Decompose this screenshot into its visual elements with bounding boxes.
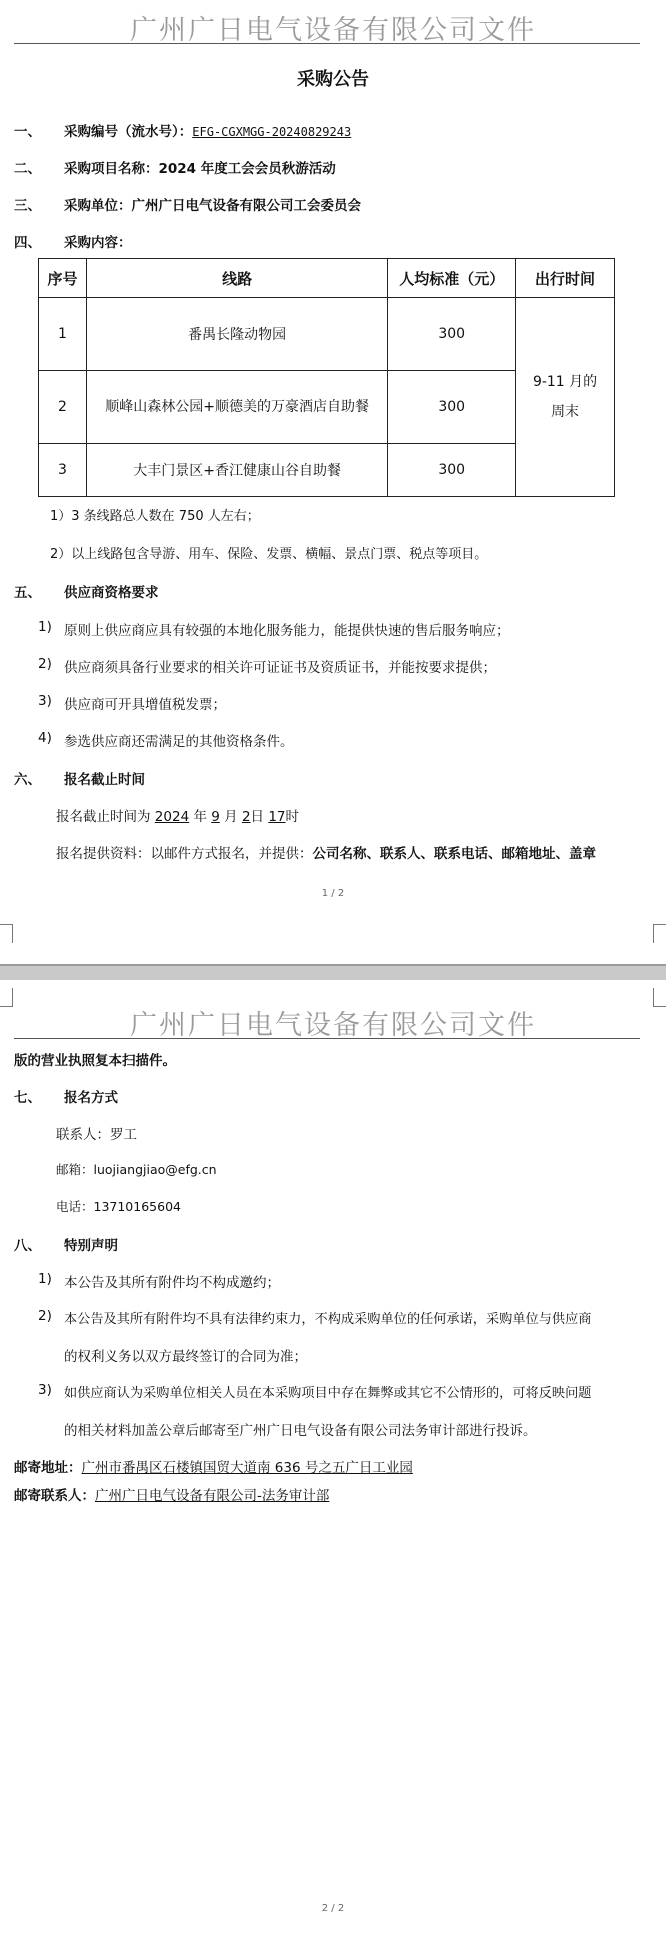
procurement-unit: 采购单位：广州广日电气设备有限公司工会委员会 <box>64 198 361 214</box>
list-number: 3) <box>38 693 52 709</box>
procurement-number: 采购编号（流水号）：EFG-CGXMGG-20240829243 <box>64 124 352 140</box>
list-item: 原则上供应商应具有较强的本地化服务能力，能提供快速的售后服务响应； <box>64 623 510 639</box>
section-title: 供应商资格要求 <box>64 585 159 601</box>
section-number: 八、 <box>14 1238 41 1254</box>
contact-phone: 电话：13710165604 <box>56 1199 181 1214</box>
page-number: 1 / 2 <box>321 888 345 899</box>
row-number: 1 <box>39 298 87 371</box>
header-divider <box>14 43 640 44</box>
item-number: 一、 <box>14 124 41 140</box>
column-header: 序号 <box>39 259 87 298</box>
page-separator <box>0 964 666 980</box>
section-title: 特别声明 <box>64 1238 118 1254</box>
header-divider <box>14 1038 640 1039</box>
mail-address: 邮寄地址：广州市番禺区石楼镇国贸大道南 636 号之五广日工业园 <box>14 1460 413 1476</box>
item-number: 三、 <box>14 198 41 214</box>
procurement-content-label: 采购内容： <box>64 235 132 251</box>
materials-text: 报名提供资料：以邮件方式报名，并提供：公司名称、联系人、联系电话、邮箱地址、盖章 <box>56 846 596 862</box>
row-number: 3 <box>39 444 87 497</box>
list-item: 参选供应商还需满足的其他资格条件。 <box>64 734 294 750</box>
list-item: 本公告及其所有附件均不构成邀约； <box>64 1275 280 1291</box>
mail-contact: 邮寄联系人：广州广日电气设备有限公司-法务审计部 <box>14 1488 330 1504</box>
document-header: 广州广日电气设备有限公司文件 <box>130 1010 536 1041</box>
list-item: 本公告及其所有附件均不具有法律约束力，不构成采购单位的任何承诺，采购单位与供应商 <box>64 1312 592 1327</box>
contact-person: 联系人：罗工 <box>56 1127 137 1143</box>
document-page-1 <box>0 0 666 964</box>
section-title: 报名方式 <box>64 1090 118 1106</box>
continuation-text: 版的营业执照复本扫描件。 <box>14 1053 176 1069</box>
list-number: 1) <box>38 619 52 635</box>
row-number: 2 <box>39 371 87 444</box>
price-per-person: 300 <box>388 444 516 497</box>
document-header: 广州广日电气设备有限公司文件 <box>130 15 536 46</box>
note-line: 2）以上线路包含导游、用车、保险、发票、横幅、景点门票、税点等项目。 <box>50 547 488 562</box>
deadline-text: 报名截止时间为 2024 年 9 月 2日 17时 <box>56 809 300 825</box>
list-item: 供应商须具备行业要求的相关许可证证书及资质证书，并能按要求提供； <box>64 660 496 676</box>
page-corner-mark <box>0 924 13 943</box>
column-header: 线路 <box>86 259 387 298</box>
section-number: 七、 <box>14 1090 41 1106</box>
list-item-continued: 的相关材料加盖公章后邮寄至广州广日电气设备有限公司法务审计部进行投诉。 <box>64 1423 537 1439</box>
route-name: 番禺长隆动物园 <box>86 298 387 371</box>
list-number: 2) <box>38 656 52 672</box>
section-number: 五、 <box>14 585 41 601</box>
note-line: 1）3 条线路总人数在 750 人左右； <box>50 509 260 524</box>
table-row <box>39 298 615 371</box>
travel-time: 9-11 月的周末 <box>516 298 615 497</box>
item-number: 四、 <box>14 235 41 251</box>
page-corner-mark <box>653 924 666 943</box>
list-item-continued: 的权利义务以双方最终签订的合同为准； <box>64 1349 307 1365</box>
list-number: 2) <box>38 1308 52 1324</box>
page-number: 2 / 2 <box>321 1903 345 1914</box>
page-title: 采购公告 <box>297 69 369 90</box>
table-header-row <box>39 259 615 298</box>
routes-table <box>38 258 615 497</box>
price-per-person: 300 <box>388 371 516 444</box>
document-page-2 <box>0 980 666 1940</box>
list-number: 3) <box>38 1382 52 1398</box>
contact-email: 邮箱：luojiangjiao@efg.cn <box>56 1162 217 1177</box>
project-name: 采购项目名称：2024 年度工会会员秋游活动 <box>64 161 336 177</box>
route-name: 顺峰山森林公园+顺德美的万豪酒店自助餐 <box>86 371 387 444</box>
item-number: 二、 <box>14 161 41 177</box>
price-per-person: 300 <box>388 298 516 371</box>
route-name: 大丰门景区+香江健康山谷自助餐 <box>86 444 387 497</box>
section-title: 报名截止时间 <box>64 772 145 788</box>
list-number: 4) <box>38 730 52 746</box>
list-item: 如供应商认为采购单位相关人员在本采购项目中存在舞弊或其它不公情形的，可将反映问题 <box>64 1386 592 1401</box>
list-item: 供应商可开具增值税发票； <box>64 697 226 713</box>
column-header: 出行时间 <box>516 259 615 298</box>
section-number: 六、 <box>14 772 41 788</box>
column-header: 人均标准（元） <box>388 259 516 298</box>
list-number: 1) <box>38 1271 52 1287</box>
